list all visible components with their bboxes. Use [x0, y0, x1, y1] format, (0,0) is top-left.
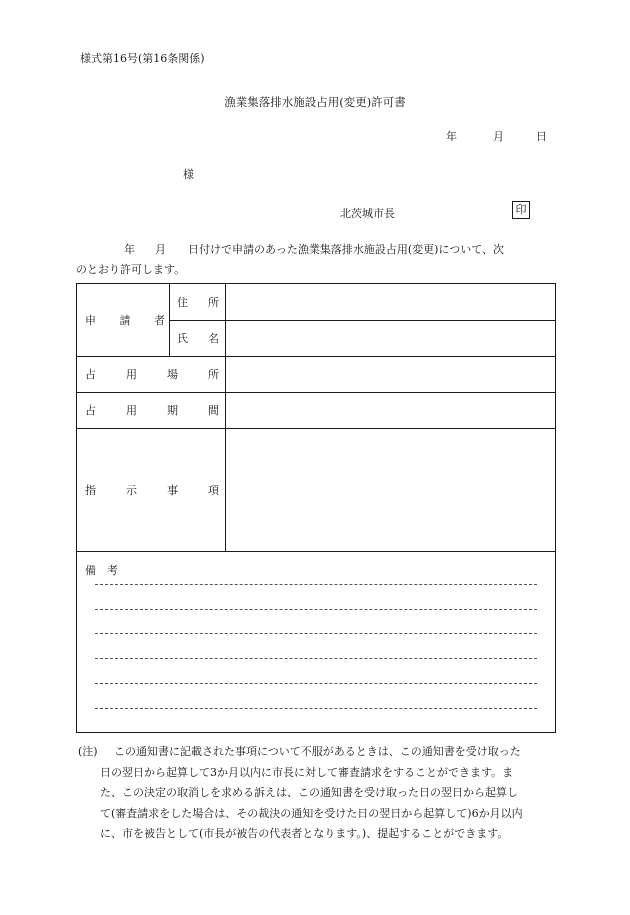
name-label	[177, 320, 219, 356]
intro-text	[76, 240, 554, 280]
notice-line: て(審査請求をした場合は、その裁決の通知を受けた日の翌日から起算して)6か月以内	[100, 806, 523, 820]
instructions-char: 項	[208, 483, 219, 497]
intro-month: 月	[155, 243, 166, 256]
period-char: 占	[85, 404, 96, 417]
issuer-name: 北茨城市長	[340, 207, 395, 220]
intro-rest: 日付けで申請のあった漁業集落排水施設占用(変更)について、次	[188, 243, 505, 256]
date-day: 日	[536, 130, 547, 143]
remarks-line	[95, 584, 537, 585]
address-char: 所	[208, 296, 219, 309]
place-char: 場	[167, 368, 178, 381]
period-char: 間	[208, 404, 219, 417]
notice-line: この通知書に記載された事項について不服があるときは、この通知書を受け取った	[114, 745, 521, 758]
address-label	[177, 284, 219, 320]
remarks-line	[95, 658, 537, 659]
place-char: 占	[85, 368, 96, 381]
permit-table	[76, 283, 556, 733]
remarks-line	[95, 708, 537, 709]
divider-h-5	[77, 551, 555, 552]
form-number: 様式第16号(第16条関係)	[80, 52, 205, 65]
applicant-char: 者	[154, 314, 165, 327]
place-char: 所	[208, 368, 219, 381]
notice-first-line	[78, 742, 558, 763]
remarks-line	[95, 633, 537, 634]
name-char: 名	[208, 332, 219, 345]
seal-mark: 印	[512, 201, 530, 219]
period-char: 用	[126, 404, 137, 417]
instructions-char: 事	[167, 483, 178, 497]
notice-line: に、市を被告として(市長が被告の代表者となります。)、提起することができます。	[100, 827, 509, 840]
remarks-line	[95, 609, 537, 610]
intro-line-2: のとおり許可します。	[76, 263, 186, 276]
issue-date	[446, 128, 547, 144]
divider-v-main	[225, 356, 226, 551]
recipient-suffix: 様	[183, 168, 194, 181]
place-label	[85, 356, 219, 392]
instructions-label	[85, 428, 219, 551]
remarks-line	[95, 683, 537, 684]
intro-year: 年	[124, 243, 135, 256]
instructions-char: 指	[85, 483, 96, 497]
notice-text	[78, 742, 558, 845]
intro-line-1	[76, 240, 554, 260]
date-year: 年	[446, 130, 457, 143]
period-label	[85, 392, 219, 428]
document-title: 漁業集落排水施設占用(変更)許可書	[224, 95, 406, 109]
date-month: 月	[493, 130, 504, 143]
period-char: 期	[167, 404, 178, 417]
divider-h-1	[169, 320, 555, 321]
instructions-char: 示	[126, 483, 137, 497]
applicant-label	[85, 284, 165, 356]
notice-lead: (注)	[78, 745, 98, 758]
place-char: 用	[126, 368, 137, 381]
address-char: 住	[177, 296, 188, 309]
notice-line: 日の翌日から起算して3か月以内に市長に対して審査請求をすることができます。ま	[100, 765, 514, 779]
applicant-char: 請	[119, 314, 131, 327]
applicant-char: 申	[85, 314, 96, 327]
notice-line: た、この決定の取消しを求める訴えは、この通知書を受け取った日の翌日から起算し	[100, 786, 518, 799]
name-char: 氏	[177, 332, 188, 345]
remarks-label: 備 考	[85, 564, 118, 577]
